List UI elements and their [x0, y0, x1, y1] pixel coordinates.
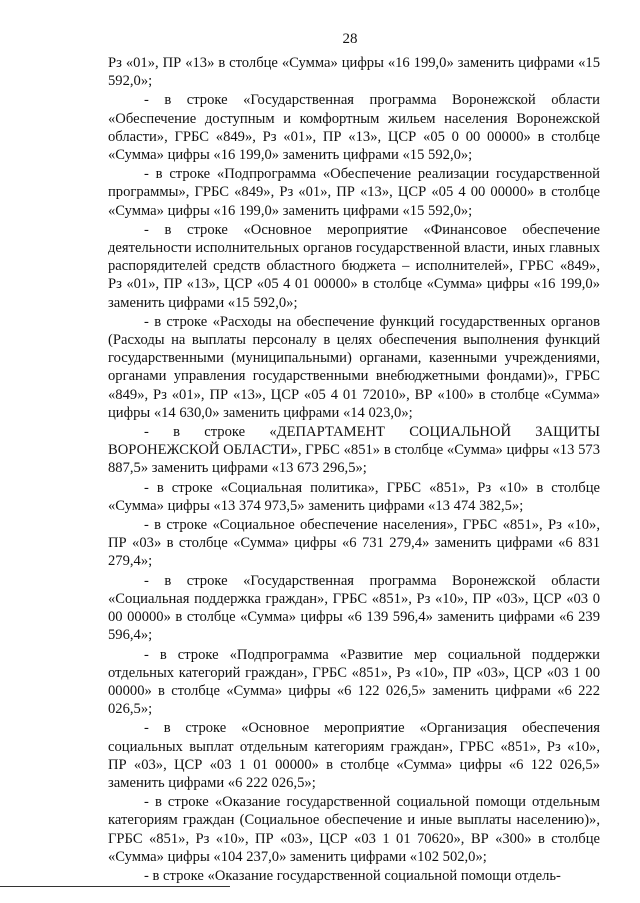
document-body [108, 54, 600, 885]
paragraph-9: - в строке «Государственная программа Воронежской области «Социальная поддержка граждан», ГРБС «851», Рз «10», ПР «03», ЦСР «03 0 00 00000» в столбце «Сумма» цифры «6 139 596,4» заменить цифрами «6 239 596,4»; [108, 572, 600, 644]
paragraph-7: - в строке «Социальная политика», ГРБС «851», Рз «10» в столбце «Сумма» цифры «13 374 973,5» заменить цифрами «13 474 382,5»; [108, 479, 600, 514]
paragraph-11: - в строке «Основное мероприятие «Организация обеспечения социальных выплат отдельным категориям граждан», ГРБС «851», Рз «10», ПР «03», ЦСР «03 1 01 00000» в столбце «Сумма» цифры «6 122 026,5» заменить цифрами «6 222 026,5»; [108, 720, 600, 791]
paragraph-2: - в строке «Государственная программа Воронежской области «Обеспечение доступным и комфортным жильем населения Воронежской области», ГРБС «849», Рз «01», ПР «13», ЦСР «05 0 00 00000» в столбце «Сумма» цифры «16 199,0» заменить цифрами «15 592,0»; [108, 92, 600, 164]
paragraph-13: - в строке «Оказание государственной социальной помощи отдель- [144, 867, 561, 884]
page-number: 28 [342, 31, 358, 47]
footer-rule [0, 886, 230, 887]
paragraph-6: - в строке «ДЕПАРТАМЕНТ СОЦИАЛЬНОЙ ЗАЩИТЫ ВОРОНЕЖСКОЙ ОБЛАСТИ», ГРБС «851» в столбце «Сумма» цифры «13 573 887,5» заменить цифрами «13 673 296,5»; [108, 424, 600, 477]
paragraph-3: - в строке «Подпрограмма «Обеспечение реализации государственной программы», ГРБС «849», Рз «01», ПР «13», ЦСР «05 4 00 00000» в столбце «Сумма» цифры «16 199,0» заменить цифрами «15 592,0»; [108, 166, 600, 219]
paragraph-4: - в строке «Основное мероприятие «Финансовое обеспечение деятельности исполнительных органов государственной власти, иных главных распорядителей средств областного бюджета – исполнителей», ГРБС «849», Рз «01», ПР «13», ЦСР «05 4 01 00000» в столбце «Сумма» цифры «16 199,0» заменить цифрами «15 592,0»; [108, 221, 600, 311]
paragraph-12: - в строке «Оказание государственной социальной помощи отдельным категориям граждан (Социальное обеспечение и иные выплаты населению)», ГРБС «851», Рз «10», ПР «03», ЦСР «03 1 01 70620», ВР «300» в столбце «Сумма» цифры «104 237,0» заменить цифрами «102 502,0»; [108, 794, 600, 865]
paragraph-5: - в строке «Расходы на обеспечение функций государственных органов (Расходы на выплаты персоналу в целях обеспечения выполнения функций государственными (муниципальными) органами, казенными учреждениями, органами управления государственными внебюджетными фондами)», ГРБС «849», Рз «01», ПР «13», ЦСР «05 4 01 72010», ВР «100» в столбце «Сумма» цифры «14 630,0» заменить цифрами «14 023,0»; [108, 313, 600, 421]
paragraph-1: Рз «01», ПР «13» в столбце «Сумма» цифры «16 199,0» заменить цифрами «15 592,0»; [108, 55, 600, 90]
paragraph-8: - в строке «Социальное обеспечение населения», ГРБС «851», Рз «10», ПР «03» в столбце «Сумма» цифры «6 731 279,4» заменить цифрами «6 831 279,4»; [108, 517, 600, 570]
paragraph-10: - в строке «Подпрограмма «Развитие мер социальной поддержки отдельных категорий граждан», ГРБС «851», Рз «10», ПР «03», ЦСР «03 1 00 00000» в столбце «Сумма» цифры «6 122 026,5» заменить цифрами «6 222 026,5»; [108, 646, 600, 718]
